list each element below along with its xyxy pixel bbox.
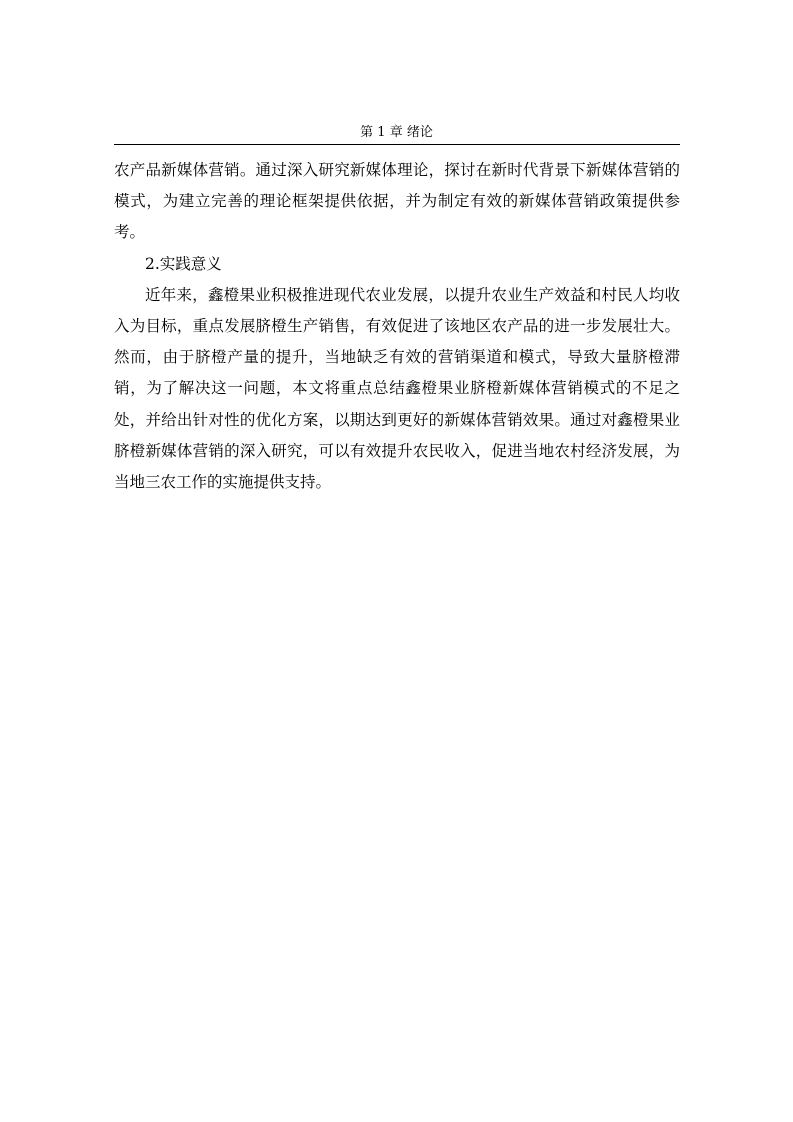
header-divider bbox=[114, 144, 680, 145]
page-body bbox=[114, 155, 680, 498]
page-header: 第 1 章 绪论 bbox=[360, 125, 433, 140]
paragraph-continuation: 农产品新媒体营销。通过深入研究新媒体理论，探讨在新时代背景下新媒体营销的模式，为建立完善的理论框架提供依据，并为制定有效的新媒体营销政策提供参考。 bbox=[114, 161, 680, 242]
section-heading-practical-significance: 2.实践意义 bbox=[145, 254, 222, 273]
paragraph-practical-significance: 近年来，鑫橙果业积极推进现代农业发展，以提升农业生产效益和村民人均收入为目标，重点发展脐橙生产销售，有效促进了该地区农产品的进一步发展壮大。然而，由于脐橙产量的提升，当地缺乏有效的营销渠道和模式，导致大量脐橙滞销，为了解决这一问题，本文将重点总结鑫橙果业脐橙新媒体营销模式的不足之处，并给出针对性的优化方案，以期达到更好的新媒体营销效果。通过对鑫橙果业脐橙新媒体营销的深入研究，可以有效提升农民收入，促进当地农村经济发展，为当地三农工作的实施提供支持。 bbox=[114, 285, 680, 492]
